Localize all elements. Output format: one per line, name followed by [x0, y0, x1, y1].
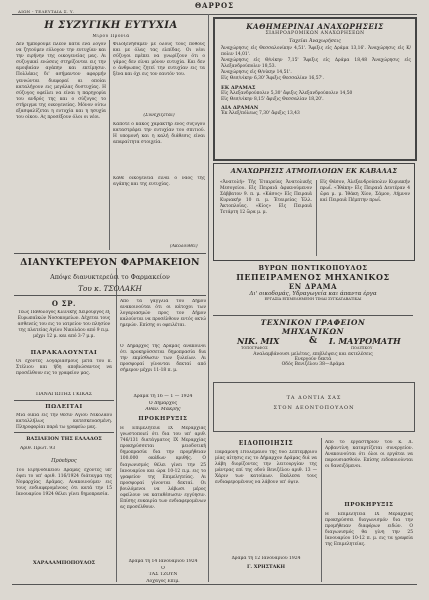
- section-rule: [14, 400, 114, 401]
- railway-row-4: Εἰς Θεσ/νίκην 6,30' Ἄφιξις Θεσσαλίαν 16,57'.: [221, 76, 324, 82]
- tech-office-address: Οδός Βενιζέλου 38—Δράμα: [281, 362, 345, 367]
- president-text: Του Ειρηνοδικείου Δράμας έχοντες υπ' όψει το υπ' αριθ. 116/1924 διάταγμα της Νομαρχίας Δράμας. Ανακοινούμεν εις τους ενδιαφερομένους ότι κατά την 15 Ιανουαρίου 1924 θέλει γίνει δημοπρασία.: [16, 468, 112, 498]
- president-heading: Πρόεδρος: [51, 458, 77, 464]
- info-text: Παραμονή Πτολεμαίου της δύο Σεπτεμβρίου μίας αίτησις εις το Δήμαρχον Δράμας διά να λάβη διορίζοντες την λειτουργίαν της μάντρας επί της οδού Βενιζέλου αριθ. 13 — Χάριν των κατοίκων. Εκάλεσα τους ενδιαφερομένους να λάβουν υπ' όψιν.: [215, 450, 317, 486]
- bottom-rule: [12, 584, 417, 585]
- doctor-title: Ο ΣΡ.: [51, 299, 77, 308]
- doctor-text: Τέως Παθολόγος Κλινικής Χειρουργός εξ Ευρωπαϊκών Νοσοκομείων. Δέχεται τους ασθενείς του εις το ιατρείον του πλησίον της πλατείας Αγίου Νικολάου από 9 π.μ. μέχρι 12 μ. και από 3-7 μ.μ.: [17, 310, 111, 340]
- section-rule: [14, 432, 114, 433]
- steamers-divider: [316, 180, 317, 256]
- mechanic-tagline: ΕΡΓΑΣΙΑ ΕΠΙΜΕΛΗΜΕΝΗ ΤΙΜΑΙ ΣΥΓΚΑΤΑΒΑΤΙΚΑΙ: [264, 297, 362, 301]
- mechanic-services: Δι' οικοδομάς, Υδραγωγεία και άπαντα έργα: [249, 291, 377, 297]
- proclamation-rank: Λοχαγός Επιμ.: [146, 579, 180, 584]
- mechanic-profession: ΠΕΠΕΙΡΑΜΕΝΟΣ ΜΗΧΑΝΙΚΟΣ: [236, 272, 390, 282]
- issue-line: ΑΙΩΝ - ΤΕΛΕΥΤΑΙΑ Σ. Υ.: [18, 9, 75, 14]
- railway-row-7: Ἐκ Ἀλεξ/πόλεως 7,30' ἄφιξις 13,43: [221, 110, 300, 116]
- info-proclamation-title: ΠΡΟΚΗΡΥΞΙΣ: [344, 502, 394, 508]
- dentist-line-2: ΣΤΟΝ ΔΕΟΝΤΟΠΟΥΛΟΝ: [273, 405, 355, 411]
- tech-office-desc-2: Ενεργούν δεκτά: [294, 357, 332, 362]
- column-divider: [321, 438, 322, 582]
- municipal-date: Δράμα τη 16 — 1 — 1924: [133, 394, 193, 399]
- railway-row-2: Ἀναχώρησις εἰς Θ/νίκην 7,15' Ἄφιξις εἰς Δράμα 18,48 Ἀναχώρησις εἰς Ἀλεξανδρούπολιν 18,53.: [221, 58, 411, 70]
- railway-row-1: Ἀναχώρησις εἰς Θεσσαλονίκην 4,51'. Ἄφιξις εἰς Δράμα 13,16'. Ἀναχώρησις εἰς Κ/πολιν 14,01'.: [221, 46, 411, 58]
- steamers-col-2: Εἰς Θάσον, Ἀλεξανδρούπολιν Κυριακήν πρωΐ. «Ἰθάκη» Εἰς Πειραιᾶ Δευτέραν 4 ὥρα μ. μ. Ἰθάκη Χίον, Σάμον, Λήμνον καί Πειραιᾶ Πέμπτην πρωΐ.: [320, 180, 410, 204]
- for-sale-title: ΠΩΛΕΙΤΑΙ: [45, 404, 83, 410]
- kingdom-title: ΒΑΣΙΛΕΙΟΝ ΤΗΣ ΕΛΛΑΔΟΣ: [26, 436, 102, 442]
- info-date: Δράμα τη 12 Ιανουαρίου 1924: [231, 556, 301, 561]
- proclamation-date: Δράμα τη 14 Ιανουαρίου 1924: [128, 559, 198, 564]
- notice-title: ΠΑΡΑΚΑΛΟΥΝΤΑΙ: [30, 350, 98, 356]
- column-divider: [116, 268, 117, 582]
- proclamation-text: Η Επιμελητεία IX Μεραρχίας γνωστοποιεί ότι δια του υπ' αριθ. 746/131 διατάγματος ΙΧ Μεραρχίας προκηρύσσεται μειοδοτική δημοπρασία δια την προμήθειαν 100.000 οκάδων κριθής. Ο διαγωνισμός θέλει γίνει την 25 Ιανουαρίου και ώρα 10-12 π.μ. εις το γραφείον της Επιμελητείας. Αι προσφοραί γίνονται δεκταί. Οι βουλόμενοι να λάβωσι μέρος οφείλουν να καταθέσωσιν εγγύησιν. Επίσης ευκαιρία των ενδιαφερομένων ας προσέλθουν.: [120, 426, 206, 511]
- story-continued: (Συνεχίζεται): [143, 113, 175, 118]
- dentist-ad: [213, 382, 415, 432]
- tech-office-names: [213, 336, 413, 352]
- railway-row-5: Εἰς Ἀλεξανδρούπολιν 5,30' ἄφιξις Ἀλεξανδρούπολιν 14,50: [221, 90, 353, 96]
- pharmacy-line-2: Του κ. ΤΣΟΛΑΚΗ: [78, 284, 142, 293]
- railway-express-heading: Ταχεῖαι Ἀναχωρήσεις: [289, 39, 341, 44]
- pharmacy-line-1: Απόψε διανυκτερεύει το Φαρμακείον: [50, 273, 170, 280]
- dentist-line-1: ΤΑ ΔΟΝΤΙΑ ΣΑΣ: [286, 395, 342, 401]
- mechanic-ad: [213, 264, 413, 314]
- mechanic-name: ΒΥΡΩΝ ΠΟΝΤΙΚΟΠΟΥΛΟΣ: [258, 264, 368, 272]
- ampersand: &: [309, 336, 318, 346]
- tech-office-subtitle: ΜΗΧΑΝΙΚΩΝ: [281, 327, 344, 336]
- steamers-col-1: «Ἀνατολή» Τῆς Ἑταιρείας Ἀνατολικῆς Μεσογείου. Εἰς Πειραιᾶ ἀφικνούμενον Σάββατον 9. π. μ. «Κάσος» Εἰς Πειραιᾶ Κυριακήν 10 π. μ. Ἑταιρείας Ἑλλ. Ἀκτοπλοΐας. «Κίος» Εἰς Πειραιᾶ Τετάρτη 12 ὥρα μ. μ.: [220, 180, 312, 216]
- story-column-2b: Κάποτε ο κακός χαρακτήρ ενός συζύγου καταστρέφει την ευτυχίαν του σπιτιού. Η υπομονή και η καλή διάθεσις είναι απαραίτητα στοιχεία.: [113, 122, 205, 146]
- section-rule: [213, 315, 413, 316]
- railway-box: [213, 17, 417, 161]
- section-rule: [14, 295, 206, 296]
- notice-signature: ΠΑΝΑΓΙΩΤΗΣ ΓΚΙΚΑΣ: [35, 392, 93, 397]
- proclamation-name: ΤΑΣ ΤΖΟΥΝ: [148, 572, 178, 577]
- tech-office-title: ΤΕΧΝΙΚΟΝ ΓΡΑΦΕΙΟΝ: [260, 318, 366, 327]
- for-sale-text: Μία οικία εις την θέσιν Αγίου Νικολάου καταλλήλως κατεσκευασμένη. Πληροφορίαι παρά τω γραφείω μας.: [16, 413, 112, 431]
- column-divider: [109, 40, 110, 250]
- railway-row-3: Ἀναχώρησις εἰς Θ/νίκην 14,51'.: [221, 70, 292, 76]
- railway-subtitle: ΣΙΔΗΡΟΔΡΟΜΙΚΩΝ ΑΝΑΧΩΡΗΣΕΩΝ: [265, 31, 365, 36]
- steamers-title: ΑΝΑΧΩΡΗΣΙΣ ΑΤΜΟΠΛΟΙΩΝ ΕΚ ΚΑΒΑΛΑΣ: [230, 167, 398, 175]
- story-title: Η ΣΥΖΥΓΙΚΗ ΕΥΤΥΧΙΑ: [44, 20, 178, 31]
- railway-row-6: Εἰς Θεσ/νίκην 8,15' ἄφιξις Θεσσαλίαν 18,20'.: [221, 96, 324, 102]
- municipal-sign-name: Αθαν. Μακρής: [145, 407, 181, 412]
- story-author: (Ακολουθεί): [170, 244, 198, 249]
- engineer-1-title: ΤΟΠΟΓΡΑΦΟΣ: [241, 346, 268, 350]
- column-divider: [208, 14, 209, 582]
- info-col-2b: Η Επιμελητεία IX Μεραρχίας προκηρύσσει διαγωνισμόν δια την προμήθειαν διαφόρων ειδών. Ο διαγωνισμός θα γίνη την 25 Ιανουαρίου 10-12 π. μ. εις τα γραφεία της Επιμελητείας.: [325, 512, 413, 548]
- steamers-box: [213, 163, 415, 261]
- info-signature: Γ. ΧΡΗΣΤΑΚΗ: [247, 564, 285, 570]
- municipal-notice-2: Ο Δήμαρχος της Δράμας ανακοινοί ότι προκηρύσσεται δημοπρασία δια την εκμίσθωσιν των ξυλείων. Αι προσφοραί γίνονται δεκταί από σήμερον μέχρι 11-18 π. μ.: [120, 344, 206, 374]
- info-col-2: Από το εργαστήριον του κ. Δ. Αρβαντίνη καταρτίζεται συνεργείον. Ανακοινούται ότι όλοι οι εργάται να παρουσιασθούν. Επίσης ειδοποιούνται οι δανειζόμενοι.: [325, 440, 413, 470]
- mechanic-location: ΕΝ ΔΡΑΜΑ: [288, 282, 338, 291]
- story-column-2: Φιλοξενήσαμεν με όλους τους πόθους και με όλας τας ελπίδας. Οι νέοι σύζυγοι πρέπει να γνωρίζουν ότι ο γάμος δεν είναι μόνον ευτυχία. Και δεν ο άνθρωπος ζητεί την ευτυχίαν εις τα ξένα και όχι εις τον εαυτόν του.: [113, 42, 205, 78]
- tech-office-desc: Αναλαμβάνουσι μελέτας, επιβλέψεις και εκτελέσεις: [253, 352, 373, 357]
- president-signature: ΧΑΡΑΛΑΜΠΟΠΟΥΛΟΣ: [32, 560, 96, 566]
- engineer-2-name: Ι. ΜΑΥΡΟΜΑΤΗ: [329, 336, 401, 346]
- engineer-2-title: ΠΟΛΙΤΙΚΟΥ: [351, 346, 373, 350]
- railway-title: ΚΑΘΗΜΕΡΙΝΑΙ ΑΝΑΧΩΡΗΣΕΙΣ: [246, 22, 384, 31]
- engineer-1-name: ΝΙΚ. ΜΙΧ: [237, 336, 280, 346]
- municipal-sign-role: Ο Δήμαρχος: [148, 401, 178, 406]
- story-column-1: Δεν ήμπορούμε πλέον κατά ένα λόγον να ζητούμεν εύλογον την ευτυχίαν και την ειρήνην της οικογενείας μας. Αι συζυγικαί ενώσεις στηρίζονται εις την αμοιβαίαν αγάπην και εκτίμησιν. Πολλάκις δι' ασήμαντον αφορμήν γεννώνται διαφοραί αι οποίαι καταλήγουν εις μεγάλας δυστυχίας. Η σύζυγος οφείλει να είναι η παρηγορία του ανδρός της και ο σύζυγος το στήριγμα της οικογενείας. Μόνον ούτω εξασφαλίζεται η ευτυχία και η ησυχία του οίκου. Ας προσέξουν όλοι οι νέοι.: [16, 42, 106, 121]
- story-byline: Μίρου Πρόνια: [92, 34, 130, 39]
- pharmacy-title: ΔΙΑΝΥΚΤΕΡΕΥΟΝ ΦΑΡΜΑΚΕΙΟΝ: [20, 257, 200, 268]
- municipal-notice: Από τα γάγγλια του Δήμου ανακοινούται ότι οι κάτοχοι των λογαριασμών προς τον Δήμον καλούνται να προσέλθουν εντός οκτώ ημερών. Επίσης οι οφειλέται.: [120, 299, 206, 329]
- proclamation-title: ΠΡΟΚΗΡΥΞΙΣ: [138, 416, 188, 422]
- masthead: ΘΑΡΡΟΣ: [194, 1, 235, 10]
- top-rule: [12, 14, 417, 15]
- info-title: ΕΙΔΟΠΟΙΗΣΙΣ: [238, 440, 294, 447]
- tech-office-ad: [213, 318, 413, 376]
- proclamation-sign: Ο: [161, 566, 165, 571]
- protocol-number: Αριθ. Πρωτ. 93: [20, 446, 56, 451]
- story-column-2c: Κάθε οικογένεια είναι ο ναός της αγάπης και της ευτυχίας.: [113, 176, 205, 188]
- notice-text: Οι έχοντες λογαριασμούς μετά του κ. Στέλιου και ήδη αποβιώσαντος να προσέλθουν εις το γραφείον μας.: [16, 359, 112, 377]
- section-rule: [14, 253, 206, 254]
- railway-from-drama: ΕΚ ΔΡΑΜΑΣ: [221, 84, 256, 91]
- railway-to-drama: ΔΙΑ ΔΡΑΜΑΝ: [221, 104, 259, 111]
